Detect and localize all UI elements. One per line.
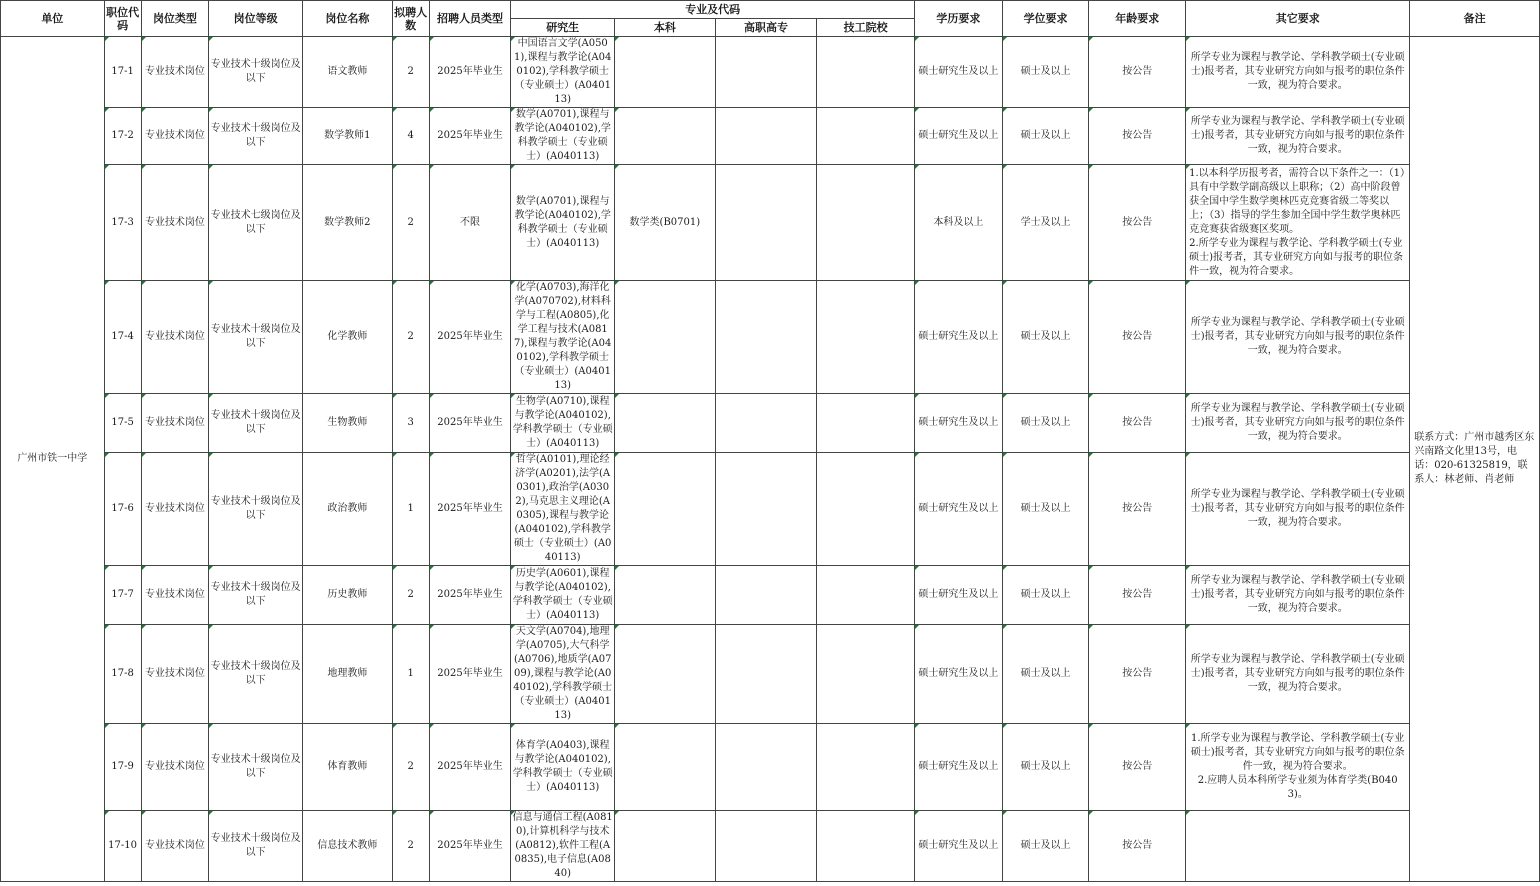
- header-count: 拟聘人数: [392, 1, 429, 37]
- cell-other: 所学专业为课程与教学论、学科教学硕士(专业硕士)报考者，其专业研究方向如与报考的职位条件一致，视为符合要求。: [1186, 394, 1410, 453]
- cell-other: 所学专业为课程与教学论、学科教学硕士(专业硕士)报考者，其专业研究方向如与报考的职位条件一致，视为符合要求。: [1186, 281, 1410, 394]
- cell-technical: [817, 394, 915, 453]
- cell-postgrad: 生物学(A0710),课程与教学论(A040102),学科教学硕士（专业硕士）(A040113): [511, 394, 615, 453]
- cell-count: 4: [392, 108, 429, 165]
- header-code: 职位代码: [104, 1, 141, 37]
- cell-post-level: 专业技术十级岗位及以下: [209, 394, 303, 453]
- cell-postgrad: 信息与通信工程(A0810),计算机科学与技术(A0812),软件工程(A0835),电子信息(A0840): [511, 811, 615, 882]
- cell-degree: 硕士及以上: [1002, 281, 1089, 394]
- header-remark: 备注: [1410, 1, 1540, 37]
- cell-vocational: [715, 37, 817, 108]
- cell-post-type: 专业技术岗位: [141, 566, 209, 625]
- cell-vocational: [715, 453, 817, 566]
- cell-vocational: [715, 811, 817, 882]
- cell-post-level: 专业技术十级岗位及以下: [209, 724, 303, 811]
- cell-undergrad: [615, 724, 716, 811]
- cell-code: 17-3: [104, 165, 141, 281]
- cell-other: 所学专业为课程与教学论、学科教学硕士(专业硕士)报考者，其专业研究方向如与报考的职位条件一致，视为符合要求。: [1186, 453, 1410, 566]
- header-post-name: 岗位名称: [303, 1, 393, 37]
- cell-undergrad: 数学类(B0701): [615, 165, 716, 281]
- cell-post-name: 语文教师: [303, 37, 393, 108]
- cell-code: 17-2: [104, 108, 141, 165]
- cell-recruit-type: 2025年毕业生: [429, 566, 511, 625]
- cell-post-name: 数学教师2: [303, 165, 393, 281]
- cell-education: 硕士研究生及以上: [915, 625, 1003, 724]
- table-row: [1, 281, 1540, 394]
- cell-degree: 硕士及以上: [1002, 724, 1089, 811]
- cell-age: 按公告: [1089, 108, 1186, 165]
- cell-undergrad: [615, 811, 716, 882]
- cell-post-type: 专业技术岗位: [141, 811, 209, 882]
- cell-technical: [817, 281, 915, 394]
- cell-recruit-type: 2025年毕业生: [429, 724, 511, 811]
- cell-post-type: 专业技术岗位: [141, 37, 209, 108]
- cell-education: 硕士研究生及以上: [915, 724, 1003, 811]
- cell-post-level: 专业技术十级岗位及以下: [209, 108, 303, 165]
- header-undergrad: 本科: [615, 19, 716, 37]
- cell-post-type: 专业技术岗位: [141, 165, 209, 281]
- cell-post-type: 专业技术岗位: [141, 453, 209, 566]
- cell-vocational: [715, 108, 817, 165]
- cell-age: 按公告: [1089, 37, 1186, 108]
- cell-code: 17-5: [104, 394, 141, 453]
- cell-post-name: 生物教师: [303, 394, 393, 453]
- cell-postgrad: 化学(A0703),海洋化学(A070702),材料科学与工程(A0805),化学工程与技术(A0817),课程与教学论(A040102),学科教学硕士（专业硕士）(A040113): [511, 281, 615, 394]
- cell-age: 按公告: [1089, 811, 1186, 882]
- cell-degree: 硕士及以上: [1002, 625, 1089, 724]
- cell-postgrad: 中国语言文学(A0501),课程与教学论(A040102),学科教学硕士（专业硕士）(A040113): [511, 37, 615, 108]
- cell-undergrad: [615, 281, 716, 394]
- table-row: [1, 625, 1540, 724]
- cell-post-name: 体育教师: [303, 724, 393, 811]
- cell-post-name: 地理教师: [303, 625, 393, 724]
- cell-vocational: [715, 724, 817, 811]
- cell-education: 本科及以上: [915, 165, 1003, 281]
- cell-postgrad: 天文学(A0704),地理学(A0705),大气科学(A0706),地质学(A0709),课程与教学论(A040102),学科教学硕士（专业硕士）(A040113): [511, 625, 615, 724]
- cell-post-level: 专业技术七级岗位及以下: [209, 165, 303, 281]
- cell-count: 2: [392, 37, 429, 108]
- table-row: [1, 37, 1540, 108]
- cell-education: 硕士研究生及以上: [915, 37, 1003, 108]
- cell-degree: 硕士及以上: [1002, 108, 1089, 165]
- header-post-type: 岗位类型: [141, 1, 209, 37]
- cell-recruit-type: 2025年毕业生: [429, 453, 511, 566]
- cell-postgrad: 数学(A0701),课程与教学论(A040102),学科教学硕士（专业硕士）(A040113): [511, 108, 615, 165]
- cell-post-name: 化学教师: [303, 281, 393, 394]
- cell-count: 2: [392, 165, 429, 281]
- header-age: 年龄要求: [1089, 1, 1186, 37]
- header-education: 学历要求: [915, 1, 1003, 37]
- cell-education: 硕士研究生及以上: [915, 281, 1003, 394]
- cell-count: 2: [392, 281, 429, 394]
- header-recruit-type: 招聘人员类型: [429, 1, 511, 37]
- cell-recruit-type: 2025年毕业生: [429, 37, 511, 108]
- cell-undergrad: [615, 394, 716, 453]
- cell-technical: [817, 566, 915, 625]
- cell-post-type: 专业技术岗位: [141, 724, 209, 811]
- cell-post-name: 信息技术教师: [303, 811, 393, 882]
- cell-post-type: 专业技术岗位: [141, 625, 209, 724]
- cell-postgrad: 历史学(A0601),课程与教学论(A040102),学科教学硕士（专业硕士）(A040113): [511, 566, 615, 625]
- cell-other: [1186, 811, 1410, 882]
- cell-undergrad: [615, 37, 716, 108]
- cell-age: 按公告: [1089, 724, 1186, 811]
- cell-count: 2: [392, 724, 429, 811]
- cell-degree: 硕士及以上: [1002, 394, 1089, 453]
- cell-count: 1: [392, 453, 429, 566]
- cell-age: 按公告: [1089, 453, 1186, 566]
- table-row: [1, 811, 1540, 882]
- cell-post-name: 历史教师: [303, 566, 393, 625]
- cell-education: 硕士研究生及以上: [915, 566, 1003, 625]
- cell-vocational: [715, 625, 817, 724]
- cell-education: 硕士研究生及以上: [915, 394, 1003, 453]
- table-row: [1, 165, 1540, 281]
- header-postgrad: 研究生: [511, 19, 615, 37]
- cell-technical: [817, 108, 915, 165]
- cell-education: 硕士研究生及以上: [915, 811, 1003, 882]
- cell-postgrad: 数学(A0701),课程与教学论(A040102),学科教学硕士（专业硕士）(A040113): [511, 165, 615, 281]
- cell-code: 17-4: [104, 281, 141, 394]
- cell-technical: [817, 811, 915, 882]
- cell-count: 1: [392, 625, 429, 724]
- cell-recruit-type: 2025年毕业生: [429, 394, 511, 453]
- cell-technical: [817, 37, 915, 108]
- cell-code: 17-9: [104, 724, 141, 811]
- cell-post-level: 专业技术十级岗位及以下: [209, 625, 303, 724]
- cell-post-level: 专业技术十级岗位及以下: [209, 453, 303, 566]
- cell-post-type: 专业技术岗位: [141, 108, 209, 165]
- cell-code: 17-6: [104, 453, 141, 566]
- cell-other: 所学专业为课程与教学论、学科教学硕士(专业硕士)报考者，其专业研究方向如与报考的职位条件一致，视为符合要求。: [1186, 37, 1410, 108]
- cell-degree: 学士及以上: [1002, 165, 1089, 281]
- header-other: 其它要求: [1186, 1, 1410, 37]
- cell-age: 按公告: [1089, 281, 1186, 394]
- unit-name-cell: 广州市铁一中学: [1, 37, 105, 882]
- cell-recruit-type: 2025年毕业生: [429, 281, 511, 394]
- cell-recruit-type: 不限: [429, 165, 511, 281]
- cell-degree: 硕士及以上: [1002, 811, 1089, 882]
- cell-post-level: 专业技术十级岗位及以下: [209, 811, 303, 882]
- header-technical: 技工院校: [817, 19, 915, 37]
- cell-other: 所学专业为课程与教学论、学科教学硕士(专业硕士)报考者，其专业研究方向如与报考的职位条件一致，视为符合要求。: [1186, 625, 1410, 724]
- header-vocational: 高职高专: [715, 19, 817, 37]
- cell-vocational: [715, 394, 817, 453]
- cell-technical: [817, 625, 915, 724]
- cell-other: 1.所学专业为课程与教学论、学科教学硕士(专业硕士)报考者，其专业研究方向如与报考的职位条件一致，视为符合要求。 2.应聘人员本科所学专业须为体育学类(B0403)。: [1186, 724, 1410, 811]
- cell-technical: [817, 165, 915, 281]
- cell-recruit-type: 2025年毕业生: [429, 625, 511, 724]
- cell-age: 按公告: [1089, 566, 1186, 625]
- cell-undergrad: [615, 453, 716, 566]
- cell-education: 硕士研究生及以上: [915, 108, 1003, 165]
- cell-post-name: 数学教师1: [303, 108, 393, 165]
- cell-undergrad: [615, 108, 716, 165]
- cell-vocational: [715, 281, 817, 394]
- cell-degree: 硕士及以上: [1002, 37, 1089, 108]
- cell-vocational: [715, 165, 817, 281]
- header-degree: 学位要求: [1002, 1, 1089, 37]
- cell-age: 按公告: [1089, 165, 1186, 281]
- cell-recruit-type: 2025年毕业生: [429, 108, 511, 165]
- table-row: [1, 566, 1540, 625]
- cell-technical: [817, 724, 915, 811]
- cell-other: 所学专业为课程与教学论、学科教学硕士(专业硕士)报考者，其专业研究方向如与报考的职位条件一致，视为符合要求。: [1186, 566, 1410, 625]
- table-row: [1, 453, 1540, 566]
- cell-undergrad: [615, 625, 716, 724]
- cell-post-name: 政治教师: [303, 453, 393, 566]
- cell-code: 17-7: [104, 566, 141, 625]
- header-post-level: 岗位等级: [209, 1, 303, 37]
- cell-age: 按公告: [1089, 625, 1186, 724]
- header-unit: 单位: [1, 1, 105, 37]
- cell-degree: 硕士及以上: [1002, 453, 1089, 566]
- cell-count: 3: [392, 394, 429, 453]
- table-body: [1, 37, 1540, 882]
- cell-post-level: 专业技术十级岗位及以下: [209, 566, 303, 625]
- cell-post-type: 专业技术岗位: [141, 394, 209, 453]
- cell-count: 2: [392, 811, 429, 882]
- cell-code: 17-10: [104, 811, 141, 882]
- table-row: [1, 108, 1540, 165]
- cell-postgrad: 哲学(A0101),理论经济学(A0201),法学(A0301),政治学(A0302),马克思主义理论(A0305),课程与教学论(A040102),学科教学硕士（专业硕士）(A040113): [511, 453, 615, 566]
- cell-degree: 硕士及以上: [1002, 566, 1089, 625]
- cell-post-level: 专业技术十级岗位及以下: [209, 37, 303, 108]
- cell-education: 硕士研究生及以上: [915, 453, 1003, 566]
- remark-cell: 联系方式：广州市越秀区东兴南路文化里13号，电话：020-61325819，联系人：林老师、肖老师: [1410, 37, 1540, 882]
- cell-count: 2: [392, 566, 429, 625]
- cell-code: 17-8: [104, 625, 141, 724]
- cell-other: 所学专业为课程与教学论、学科教学硕士(专业硕士)报考者，其专业研究方向如与报考的职位条件一致，视为符合要求。: [1186, 108, 1410, 165]
- table-row: [1, 724, 1540, 811]
- table-row: [1, 394, 1540, 453]
- cell-code: 17-1: [104, 37, 141, 108]
- cell-age: 按公告: [1089, 394, 1186, 453]
- cell-technical: [817, 453, 915, 566]
- cell-post-level: 专业技术十级岗位及以下: [209, 281, 303, 394]
- cell-post-type: 专业技术岗位: [141, 281, 209, 394]
- cell-undergrad: [615, 566, 716, 625]
- cell-other: 1.以本科学历报考者，需符合以下条件之一：（1）具有中学数学副高级以上职称；（2）高中阶段曾获全国中学生数学奥林匹克竞赛省级二等奖以上；（3）指导的学生参加全国中学生数学奥林匹克竞赛获省级赛区奖项。 2.所学专业为课程与教学论、学科教学硕士(专业硕士)报考者，其专业研究方向如与报考的职位条件一致，视为符合要求。: [1186, 165, 1410, 281]
- cell-recruit-type: 2025年毕业生: [429, 811, 511, 882]
- cell-postgrad: 体育学(A0403),课程与教学论(A040102),学科教学硕士（专业硕士）(A040113): [511, 724, 615, 811]
- cell-vocational: [715, 566, 817, 625]
- header-major-group: 专业及代码: [511, 1, 915, 19]
